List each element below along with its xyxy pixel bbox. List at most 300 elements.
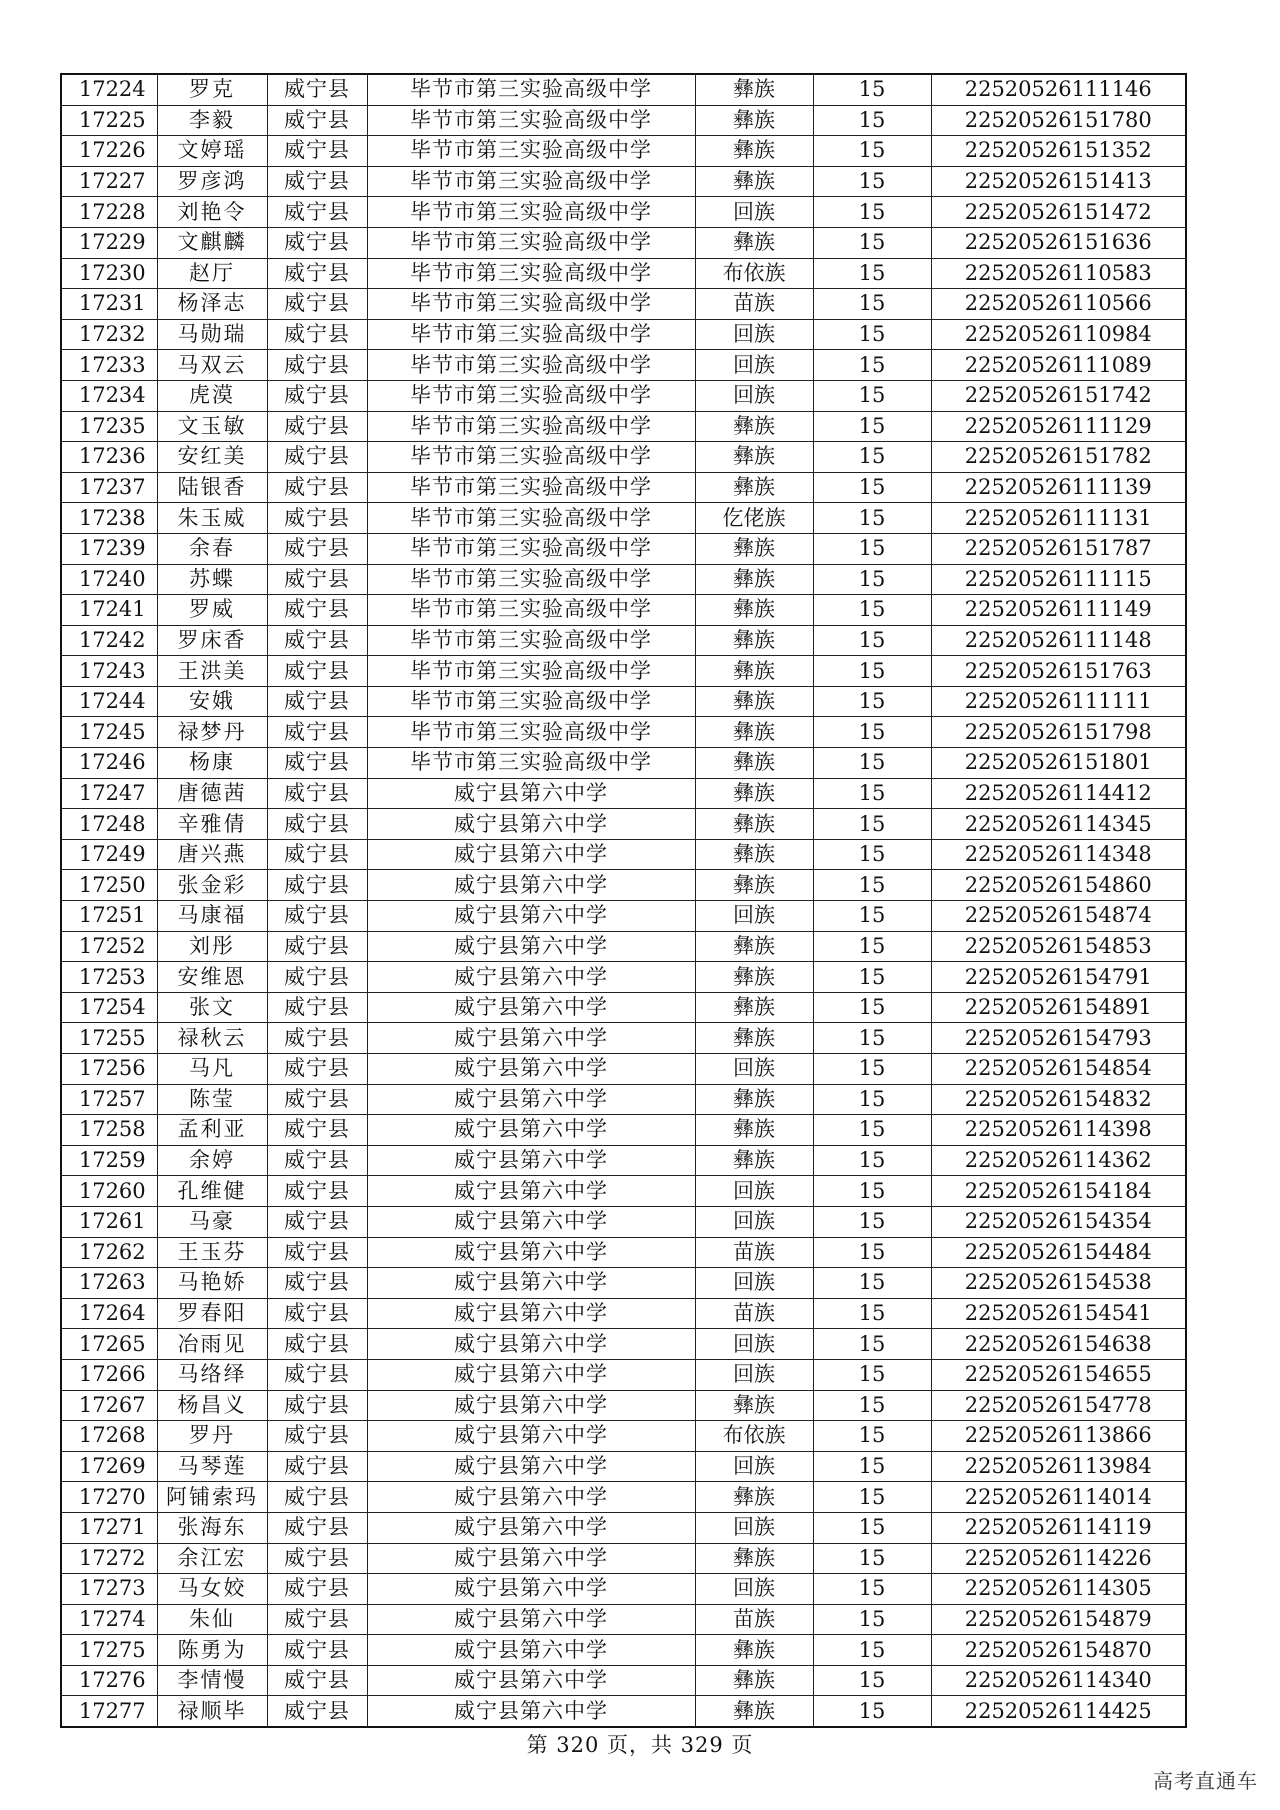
ethnicity-cell: 彝族	[695, 227, 813, 258]
county-cell: 威宁县	[267, 1084, 367, 1115]
ethnicity-cell: 回族	[695, 1359, 813, 1390]
county-cell: 威宁县	[267, 1023, 367, 1054]
serial-number-cell: 17234	[61, 380, 157, 411]
points-cell: 15	[813, 1482, 931, 1513]
school-cell: 毕节市第三实验高级中学	[367, 380, 695, 411]
school-cell: 毕节市第三实验高级中学	[367, 319, 695, 350]
school-cell: 威宁县第六中学	[367, 992, 695, 1023]
serial-number-cell: 17225	[61, 105, 157, 136]
school-cell: 毕节市第三实验高级中学	[367, 197, 695, 228]
serial-number-cell: 17230	[61, 258, 157, 289]
points-cell: 15	[813, 1635, 931, 1666]
table-row	[61, 442, 1186, 473]
school-cell: 毕节市第三实验高级中学	[367, 411, 695, 442]
county-cell: 威宁县	[267, 1206, 367, 1237]
exam-id-cell: 22520526111131	[931, 503, 1186, 534]
county-cell: 威宁县	[267, 1329, 367, 1360]
school-cell: 毕节市第三实验高级中学	[367, 74, 695, 105]
county-cell: 威宁县	[267, 411, 367, 442]
ethnicity-cell: 彝族	[695, 1023, 813, 1054]
ethnicity-cell: 苗族	[695, 1604, 813, 1635]
serial-number-cell: 17264	[61, 1298, 157, 1329]
county-cell: 威宁县	[267, 778, 367, 809]
serial-number-cell: 17245	[61, 717, 157, 748]
table-row	[61, 1084, 1186, 1115]
exam-id-cell: 22520526111146	[931, 74, 1186, 105]
school-cell: 威宁县第六中学	[367, 1390, 695, 1421]
name-cell: 马琴莲	[157, 1451, 267, 1482]
school-cell: 威宁县第六中学	[367, 1696, 695, 1727]
table-row	[61, 1023, 1186, 1054]
points-cell: 15	[813, 1084, 931, 1115]
county-cell: 威宁县	[267, 105, 367, 136]
points-cell: 15	[813, 503, 931, 534]
school-cell: 威宁县第六中学	[367, 1115, 695, 1146]
county-cell: 威宁县	[267, 1451, 367, 1482]
county-cell: 威宁县	[267, 442, 367, 473]
county-cell: 威宁县	[267, 1268, 367, 1299]
table-row	[61, 166, 1186, 197]
county-cell: 威宁县	[267, 931, 367, 962]
serial-number-cell: 17261	[61, 1206, 157, 1237]
points-cell: 15	[813, 1574, 931, 1605]
exam-id-cell: 22520526151763	[931, 656, 1186, 687]
county-cell: 威宁县	[267, 1359, 367, 1390]
points-cell: 15	[813, 136, 931, 167]
serial-number-cell: 17274	[61, 1604, 157, 1635]
ethnicity-cell: 彝族	[695, 778, 813, 809]
points-cell: 15	[813, 1206, 931, 1237]
ethnicity-cell: 彝族	[695, 992, 813, 1023]
serial-number-cell: 17227	[61, 166, 157, 197]
exam-id-cell: 22520526154870	[931, 1635, 1186, 1666]
serial-number-cell: 17267	[61, 1390, 157, 1421]
ethnicity-cell: 彝族	[695, 809, 813, 840]
ethnicity-cell: 彝族	[695, 748, 813, 779]
points-cell: 15	[813, 1665, 931, 1696]
name-cell: 辛雅倩	[157, 809, 267, 840]
ethnicity-cell: 回族	[695, 901, 813, 932]
county-cell: 威宁县	[267, 1604, 367, 1635]
serial-number-cell: 17250	[61, 870, 157, 901]
county-cell: 威宁县	[267, 166, 367, 197]
name-cell: 文玉敏	[157, 411, 267, 442]
ethnicity-cell: 彝族	[695, 931, 813, 962]
name-cell: 杨昌义	[157, 1390, 267, 1421]
points-cell: 15	[813, 442, 931, 473]
table-row	[61, 686, 1186, 717]
table-row	[61, 1206, 1186, 1237]
table-row	[61, 289, 1186, 320]
exam-id-cell: 22520526151801	[931, 748, 1186, 779]
table-row	[61, 564, 1186, 595]
ethnicity-cell: 回族	[695, 380, 813, 411]
exam-id-cell: 22520526114345	[931, 809, 1186, 840]
county-cell: 威宁县	[267, 564, 367, 595]
table-row	[61, 1604, 1186, 1635]
table-row	[61, 1482, 1186, 1513]
county-cell: 威宁县	[267, 1665, 367, 1696]
table-row	[61, 1359, 1186, 1390]
serial-number-cell: 17258	[61, 1115, 157, 1146]
exam-id-cell: 22520526154832	[931, 1084, 1186, 1115]
exam-id-cell: 22520526114119	[931, 1512, 1186, 1543]
ethnicity-cell: 回族	[695, 1054, 813, 1085]
page-number-footer: 第 320 页，共 329 页	[526, 1733, 754, 1757]
exam-id-cell: 22520526151787	[931, 533, 1186, 564]
exam-id-cell: 22520526154853	[931, 931, 1186, 962]
county-cell: 威宁县	[267, 1635, 367, 1666]
serial-number-cell: 17252	[61, 931, 157, 962]
serial-number-cell: 17256	[61, 1054, 157, 1085]
school-cell: 威宁县第六中学	[367, 1054, 695, 1085]
points-cell: 15	[813, 1023, 931, 1054]
ethnicity-cell: 苗族	[695, 1298, 813, 1329]
ethnicity-cell: 彝族	[695, 1665, 813, 1696]
exam-id-cell: 22520526111149	[931, 595, 1186, 626]
exam-id-cell: 22520526151413	[931, 166, 1186, 197]
name-cell: 阿铺索玛	[157, 1482, 267, 1513]
ethnicity-cell: 回族	[695, 197, 813, 228]
exam-id-cell: 22520526154484	[931, 1237, 1186, 1268]
points-cell: 15	[813, 197, 931, 228]
ethnicity-cell: 彝族	[695, 1482, 813, 1513]
county-cell: 威宁县	[267, 227, 367, 258]
county-cell: 威宁县	[267, 595, 367, 626]
points-cell: 15	[813, 931, 931, 962]
table-row	[61, 809, 1186, 840]
points-cell: 15	[813, 533, 931, 564]
school-cell: 毕节市第三实验高级中学	[367, 625, 695, 656]
points-cell: 15	[813, 1115, 931, 1146]
serial-number-cell: 17263	[61, 1268, 157, 1299]
county-cell: 威宁县	[267, 380, 367, 411]
table-row	[61, 901, 1186, 932]
exam-id-cell: 22520526151742	[931, 380, 1186, 411]
points-cell: 15	[813, 411, 931, 442]
serial-number-cell: 17246	[61, 748, 157, 779]
name-cell: 苏蝶	[157, 564, 267, 595]
exam-id-cell: 22520526114014	[931, 1482, 1186, 1513]
name-cell: 张文	[157, 992, 267, 1023]
ethnicity-cell: 布依族	[695, 1421, 813, 1452]
name-cell: 虎漠	[157, 380, 267, 411]
school-cell: 毕节市第三实验高级中学	[367, 533, 695, 564]
table-row	[61, 319, 1186, 350]
school-cell: 威宁县第六中学	[367, 1206, 695, 1237]
name-cell: 余春	[157, 533, 267, 564]
serial-number-cell: 17254	[61, 992, 157, 1023]
name-cell: 罗春阳	[157, 1298, 267, 1329]
serial-number-cell: 17269	[61, 1451, 157, 1482]
county-cell: 威宁县	[267, 350, 367, 381]
points-cell: 15	[813, 595, 931, 626]
serial-number-cell: 17237	[61, 472, 157, 503]
county-cell: 威宁县	[267, 1390, 367, 1421]
points-cell: 15	[813, 1145, 931, 1176]
county-cell: 威宁县	[267, 1237, 367, 1268]
school-cell: 毕节市第三实验高级中学	[367, 503, 695, 534]
serial-number-cell: 17277	[61, 1696, 157, 1727]
table-row	[61, 625, 1186, 656]
table-row	[61, 1696, 1186, 1727]
points-cell: 15	[813, 74, 931, 105]
county-cell: 威宁县	[267, 839, 367, 870]
exam-id-cell: 22520526151352	[931, 136, 1186, 167]
ethnicity-cell: 彝族	[695, 656, 813, 687]
school-cell: 威宁县第六中学	[367, 1145, 695, 1176]
county-cell: 威宁县	[267, 1512, 367, 1543]
name-cell: 余江宏	[157, 1543, 267, 1574]
table-row	[61, 1115, 1186, 1146]
name-cell: 安红美	[157, 442, 267, 473]
table-row	[61, 1145, 1186, 1176]
name-cell: 王洪美	[157, 656, 267, 687]
county-cell: 威宁县	[267, 1482, 367, 1513]
exam-id-cell: 22520526151636	[931, 227, 1186, 258]
ethnicity-cell: 彝族	[695, 442, 813, 473]
exam-id-cell: 22520526114226	[931, 1543, 1186, 1574]
serial-number-cell: 17226	[61, 136, 157, 167]
school-cell: 威宁县第六中学	[367, 1084, 695, 1115]
points-cell: 15	[813, 809, 931, 840]
school-cell: 威宁县第六中学	[367, 1023, 695, 1054]
name-cell: 杨康	[157, 748, 267, 779]
serial-number-cell: 17241	[61, 595, 157, 626]
county-cell: 威宁县	[267, 258, 367, 289]
ethnicity-cell: 彝族	[695, 962, 813, 993]
table-row	[61, 1329, 1186, 1360]
points-cell: 15	[813, 1268, 931, 1299]
exam-id-cell: 22520526154538	[931, 1268, 1186, 1299]
school-cell: 毕节市第三实验高级中学	[367, 748, 695, 779]
county-cell: 威宁县	[267, 533, 367, 564]
serial-number-cell: 17243	[61, 656, 157, 687]
school-cell: 威宁县第六中学	[367, 1421, 695, 1452]
county-cell: 威宁县	[267, 962, 367, 993]
serial-number-cell: 17253	[61, 962, 157, 993]
name-cell: 陆银香	[157, 472, 267, 503]
school-cell: 毕节市第三实验高级中学	[367, 289, 695, 320]
table-row	[61, 1054, 1186, 1085]
points-cell: 15	[813, 1298, 931, 1329]
name-cell: 余婷	[157, 1145, 267, 1176]
points-cell: 15	[813, 1359, 931, 1390]
table-row	[61, 1635, 1186, 1666]
table-row	[61, 227, 1186, 258]
ethnicity-cell: 彝族	[695, 105, 813, 136]
ethnicity-cell: 彝族	[695, 1390, 813, 1421]
exam-id-cell: 22520526154354	[931, 1206, 1186, 1237]
name-cell: 文婷瑶	[157, 136, 267, 167]
points-cell: 15	[813, 258, 931, 289]
points-cell: 15	[813, 1604, 931, 1635]
ethnicity-cell: 回族	[695, 1206, 813, 1237]
points-cell: 15	[813, 227, 931, 258]
ethnicity-cell: 仡佬族	[695, 503, 813, 534]
serial-number-cell: 17251	[61, 901, 157, 932]
serial-number-cell: 17273	[61, 1574, 157, 1605]
exam-id-cell: 22520526151780	[931, 105, 1186, 136]
table-row	[61, 1237, 1186, 1268]
name-cell: 刘艳令	[157, 197, 267, 228]
points-cell: 15	[813, 166, 931, 197]
table-row	[61, 992, 1186, 1023]
points-cell: 15	[813, 1390, 931, 1421]
name-cell: 张金彩	[157, 870, 267, 901]
table-row	[61, 1268, 1186, 1299]
table-row	[61, 839, 1186, 870]
points-cell: 15	[813, 1512, 931, 1543]
exam-id-cell: 22520526114398	[931, 1115, 1186, 1146]
table-row	[61, 1512, 1186, 1543]
school-cell: 威宁县第六中学	[367, 809, 695, 840]
serial-number-cell: 17265	[61, 1329, 157, 1360]
exam-id-cell: 22520526111148	[931, 625, 1186, 656]
points-cell: 15	[813, 870, 931, 901]
serial-number-cell: 17232	[61, 319, 157, 350]
county-cell: 威宁县	[267, 503, 367, 534]
name-cell: 马双云	[157, 350, 267, 381]
school-cell: 毕节市第三实验高级中学	[367, 656, 695, 687]
points-cell: 15	[813, 1421, 931, 1452]
school-cell: 威宁县第六中学	[367, 870, 695, 901]
points-cell: 15	[813, 1696, 931, 1727]
serial-number-cell: 17244	[61, 686, 157, 717]
serial-number-cell: 17231	[61, 289, 157, 320]
serial-number-cell: 17249	[61, 839, 157, 870]
ethnicity-cell: 回族	[695, 319, 813, 350]
school-cell: 威宁县第六中学	[367, 1512, 695, 1543]
county-cell: 威宁县	[267, 136, 367, 167]
county-cell: 威宁县	[267, 748, 367, 779]
school-cell: 威宁县第六中学	[367, 839, 695, 870]
name-cell: 马康福	[157, 901, 267, 932]
table-row	[61, 1176, 1186, 1207]
ethnicity-cell: 彝族	[695, 1145, 813, 1176]
county-cell: 威宁县	[267, 686, 367, 717]
exam-id-cell: 22520526151782	[931, 442, 1186, 473]
ethnicity-cell: 苗族	[695, 289, 813, 320]
name-cell: 赵厅	[157, 258, 267, 289]
serial-number-cell: 17238	[61, 503, 157, 534]
name-cell: 禄秋云	[157, 1023, 267, 1054]
exam-id-cell: 22520526114362	[931, 1145, 1186, 1176]
name-cell: 罗彦鸿	[157, 166, 267, 197]
ethnicity-cell: 回族	[695, 350, 813, 381]
school-cell: 毕节市第三实验高级中学	[367, 166, 695, 197]
name-cell: 马勋瑞	[157, 319, 267, 350]
school-cell: 毕节市第三实验高级中学	[367, 717, 695, 748]
serial-number-cell: 17275	[61, 1635, 157, 1666]
school-cell: 威宁县第六中学	[367, 1268, 695, 1299]
name-cell: 李毅	[157, 105, 267, 136]
serial-number-cell: 17233	[61, 350, 157, 381]
exam-id-cell: 22520526113984	[931, 1451, 1186, 1482]
ethnicity-cell: 彝族	[695, 533, 813, 564]
school-cell: 毕节市第三实验高级中学	[367, 595, 695, 626]
serial-number-cell: 17228	[61, 197, 157, 228]
table-row	[61, 472, 1186, 503]
school-cell: 威宁县第六中学	[367, 1451, 695, 1482]
exam-id-cell: 22520526114412	[931, 778, 1186, 809]
exam-id-cell: 22520526114305	[931, 1574, 1186, 1605]
serial-number-cell: 17268	[61, 1421, 157, 1452]
exam-id-cell: 22520526113866	[931, 1421, 1186, 1452]
ethnicity-cell: 彝族	[695, 472, 813, 503]
serial-number-cell: 17260	[61, 1176, 157, 1207]
school-cell: 威宁县第六中学	[367, 1176, 695, 1207]
table-row	[61, 870, 1186, 901]
county-cell: 威宁县	[267, 1543, 367, 1574]
county-cell: 威宁县	[267, 870, 367, 901]
table-row	[61, 1298, 1186, 1329]
ethnicity-cell: 布依族	[695, 258, 813, 289]
serial-number-cell: 17276	[61, 1665, 157, 1696]
table-row	[61, 258, 1186, 289]
ethnicity-cell: 回族	[695, 1512, 813, 1543]
school-cell: 威宁县第六中学	[367, 1237, 695, 1268]
points-cell: 15	[813, 1451, 931, 1482]
school-cell: 毕节市第三实验高级中学	[367, 472, 695, 503]
name-cell: 罗克	[157, 74, 267, 105]
serial-number-cell: 17224	[61, 74, 157, 105]
name-cell: 张海东	[157, 1512, 267, 1543]
table-row	[61, 1543, 1186, 1574]
serial-number-cell: 17262	[61, 1237, 157, 1268]
exam-id-cell: 22520526154791	[931, 962, 1186, 993]
ethnicity-cell: 苗族	[695, 1237, 813, 1268]
exam-id-cell: 22520526114425	[931, 1696, 1186, 1727]
ethnicity-cell: 彝族	[695, 595, 813, 626]
name-cell: 冶雨见	[157, 1329, 267, 1360]
county-cell: 威宁县	[267, 1421, 367, 1452]
points-cell: 15	[813, 289, 931, 320]
exam-id-cell: 22520526154541	[931, 1298, 1186, 1329]
school-cell: 毕节市第三实验高级中学	[367, 442, 695, 473]
points-cell: 15	[813, 962, 931, 993]
table-row	[61, 136, 1186, 167]
ethnicity-cell: 彝族	[695, 411, 813, 442]
school-cell: 毕节市第三实验高级中学	[367, 227, 695, 258]
ethnicity-cell: 彝族	[695, 1635, 813, 1666]
ethnicity-cell: 彝族	[695, 839, 813, 870]
points-cell: 15	[813, 992, 931, 1023]
serial-number-cell: 17255	[61, 1023, 157, 1054]
exam-id-cell: 22520526114340	[931, 1665, 1186, 1696]
school-cell: 毕节市第三实验高级中学	[367, 258, 695, 289]
school-cell: 威宁县第六中学	[367, 1665, 695, 1696]
serial-number-cell: 17242	[61, 625, 157, 656]
points-cell: 15	[813, 778, 931, 809]
exam-id-cell: 22520526154874	[931, 901, 1186, 932]
points-cell: 15	[813, 901, 931, 932]
ethnicity-cell: 彝族	[695, 74, 813, 105]
name-cell: 孔维健	[157, 1176, 267, 1207]
exam-id-cell: 22520526151472	[931, 197, 1186, 228]
serial-number-cell: 17236	[61, 442, 157, 473]
school-cell: 威宁县第六中学	[367, 901, 695, 932]
name-cell: 禄梦丹	[157, 717, 267, 748]
ethnicity-cell: 回族	[695, 1176, 813, 1207]
points-cell: 15	[813, 350, 931, 381]
points-cell: 15	[813, 319, 931, 350]
table-row	[61, 74, 1186, 105]
school-cell: 威宁县第六中学	[367, 1604, 695, 1635]
points-cell: 15	[813, 748, 931, 779]
county-cell: 威宁县	[267, 197, 367, 228]
exam-id-cell: 22520526154854	[931, 1054, 1186, 1085]
